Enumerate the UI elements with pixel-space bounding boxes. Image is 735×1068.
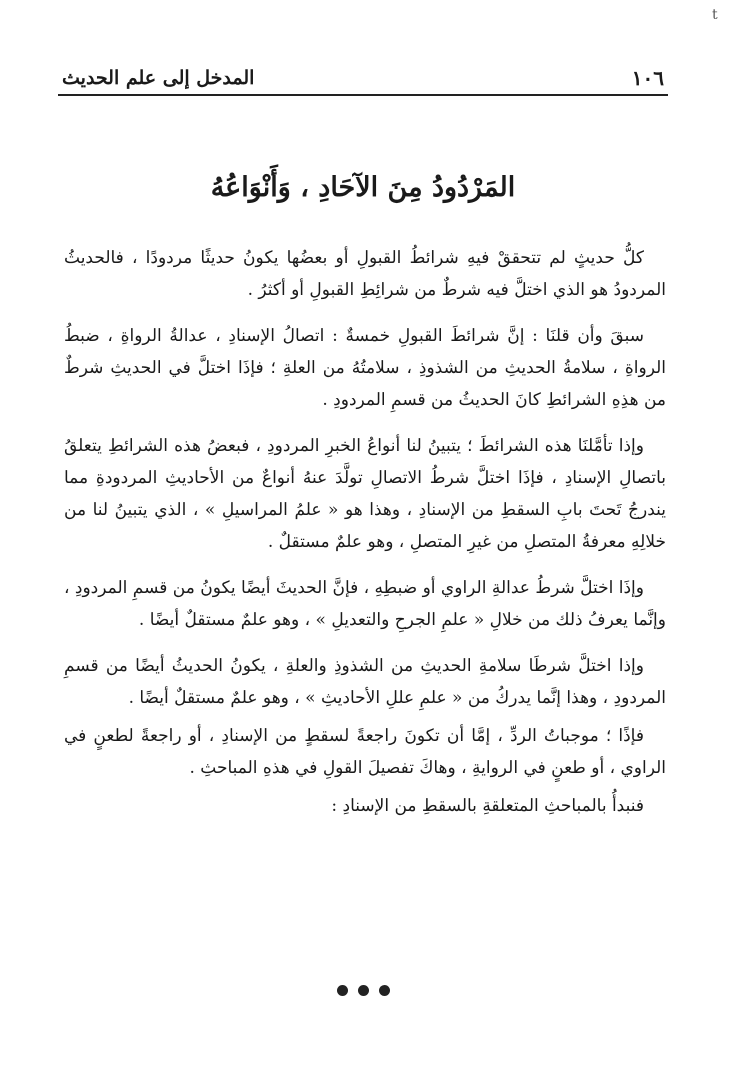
paragraph-conditions: سبقَ وأن قلنَا : إنَّ شرائطَ القبولِ خمسةٌ : اتصالُ الإسنادِ ، عدالةُ الرواةِ ، ضبطُ الرواةِ ، سلامةُ الحديثِ من الشذوذِ ، سلامتُهُ من العلةِ ؛ فإذَا اختلَّ في الحديثِ شرطٌ من هذِهِ الشرائطِ كانَ الحديثُ من قسمِ المردودِ . (64, 326, 666, 410)
paragraph-definition: كلُّ حديثٍ لم تتحققْ فيهِ شرائطُ القبولِ أو بعضُها يكونُ حديثًا مردودًا ، فالحديثُ المردودُ هو الذي اختلَّ فيه شرطٌ من شرائِطِ القبولِ أو أكثرُ . (64, 248, 666, 300)
paragraph-narrator: وإذَا اختلَّ شرطُ عدالةِ الراوي أو ضبطِهِ ، فإنَّ الحديثَ أيضًا يكونُ من قسمِ المردودِ ، وإنَّما يعرفُ ذلك من خلالِ « علمِ الجرحِ والتعديلِ » ، وهو علمٌ مستقلٌ أيضًا . (64, 578, 666, 630)
ornament-dot (379, 985, 390, 996)
chapter-title: المَرْدُودُ مِنَ الآحَادِ ، وَأَنْوَاعُهُ (210, 172, 516, 203)
paragraph-defects: وإذا اختلَّ شرطَا سلامةِ الحديثِ من الشذوذِ والعلةِ ، يكونُ الحديثُ أيضًا من قسمِ المردودِ ، وهذا إنَّما يدركُ من « علمِ عللِ الأحاديثِ » ، وهو علمٌ مستقلٌ أيضًا . (64, 656, 666, 708)
paragraph-continuity: وإذا تأمَّلنَا هذه الشرائطَ ؛ يتبينُ لنا أنواعُ الخبرِ المردودِ ، فبعضُ هذه الشرائطِ يتعلقُ باتصالِ الإسنادِ ، فإذَا اختلَّ شرطُ الاتصالِ تولَّدَ عنهُ أنواعٌ من الأحاديثِ المردودةِ مما يندرجُ تَحتَ بابِ السقطِ من الإسنادِ ، وهذا هو « علمُ المراسيلِ » ، الذي يتبينُ لنا من خلالِهِ معرفةُ المتصلِ من غيرِ المتصلِ ، وهو علمٌ مستقلٌ . (64, 436, 666, 552)
ornament-dot (358, 985, 369, 996)
running-header (58, 66, 668, 96)
section-end-ornament (58, 980, 668, 999)
book-title: المدخل إلى علم الحديث (62, 67, 255, 89)
paragraph-transition: فنبدأُ بالمباحثِ المتعلقةِ بالسقطِ من الإسنادِ : (331, 796, 644, 816)
corner-mark: t (712, 7, 718, 23)
page-number: ١٠٦ (631, 66, 664, 90)
paragraph-summary: فإذًا ؛ موجباتُ الردِّ ، إمَّا أن تكونَ راجعةً لسقطٍ من الإسنادِ ، أو راجعةً لطعنٍ في الراوي ، أو طعنٍ في الروايةِ ، وهاكَ تفصيلَ القولِ في هذهِ المباحثِ . (64, 726, 666, 778)
ornament-dot (337, 985, 348, 996)
body-text (64, 242, 666, 828)
